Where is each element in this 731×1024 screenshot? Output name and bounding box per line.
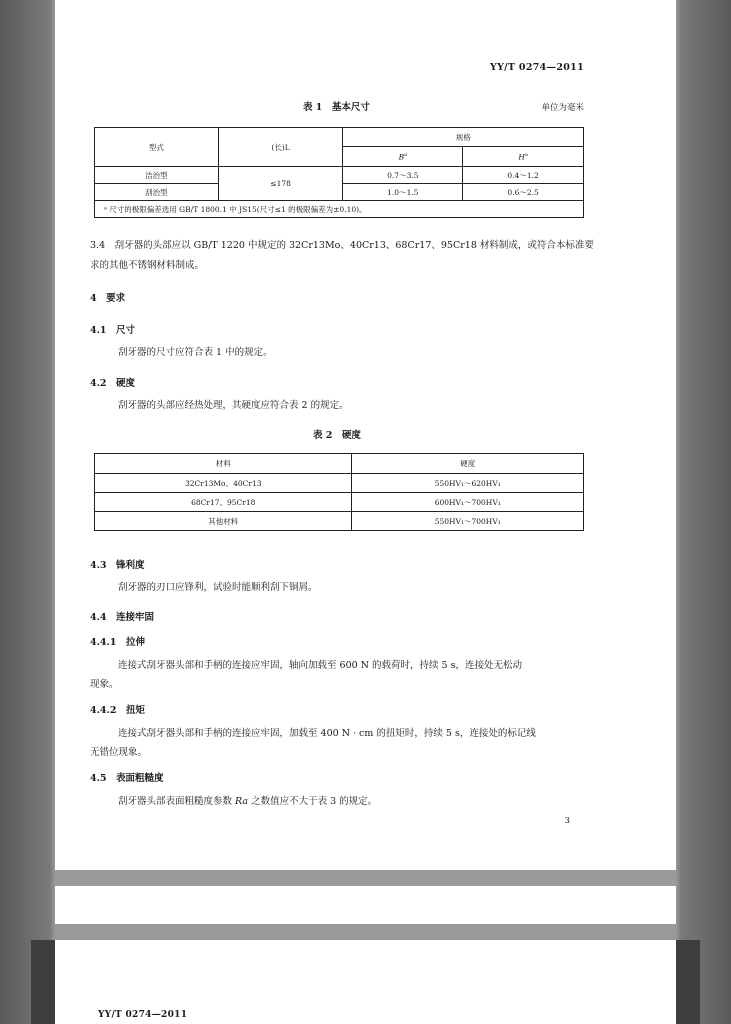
paragraph-4-1: 刮牙器的尺寸应符合表 1 中的规定。	[118, 347, 273, 358]
section-heading-4-1: 4.1 尺寸	[90, 325, 136, 336]
section-heading-4-3: 4.3 锋利度	[90, 560, 145, 571]
section-heading-4-2: 4.2 硬度	[90, 378, 136, 389]
section-heading-4-5: 4.5 表面粗糙度	[90, 773, 164, 784]
next-page-standard-code-header: YY/T 0274—2011	[98, 1010, 188, 1020]
table-row: 洁治型 ≤178 0.7～3.5 0.4～1.2	[95, 167, 584, 184]
table2-hardness	[94, 453, 584, 531]
table2-header-material: 材料	[95, 454, 352, 474]
table1-header-b: $B^a$	[343, 147, 463, 167]
section-heading-4-4-1: 4.4.1 拉伸	[90, 637, 145, 648]
paragraph-4-4-2-line1: 连接式刮牙器头部和手柄的连接应牢固，加载至 400 N · cm 的扭矩时，持续 5 s，连接处的标记线	[118, 728, 536, 739]
standard-code-header: YY/T 0274—2011	[490, 62, 584, 73]
table2-header-hardness: 硬度	[352, 454, 584, 474]
paragraph-3-4: 3.4 刮牙器的头部应以 GB/T 1220 中规定的 32Cr13Mo、40Cr13、68Cr17、95Cr18 材料制成，或符合本标准要求的其他不锈钢材料制成。	[90, 240, 594, 271]
table-row: 68Cr17、95Cr18 600HV₁～700HV₁	[95, 493, 584, 512]
page-number: 3	[564, 816, 570, 826]
table1-footnote: ᵃ 尺寸的极限偏差选用 GB/T 1800.1 中 JS15(尺寸≤1 的极限偏差为±0.10)。	[95, 201, 584, 218]
table1-unit: 单位为毫米	[541, 103, 584, 113]
table-row: 刮治型 1.0～1.5 0.6～2.5	[95, 184, 584, 201]
table1-header-type: 型式	[95, 128, 219, 167]
section-heading-4: 4 要求	[90, 293, 126, 304]
table1-header-length: (长)L	[218, 128, 343, 167]
table1-header-spec: 规格	[343, 128, 584, 147]
table-row: 32Cr13Mo、40Cr13 550HV₁～620HV₁	[95, 474, 584, 493]
paragraph-4-4-1-line1: 连接式刮牙器头部和手柄的连接应牢固，轴向加载至 600 N 的载荷时，持续 5 s，连接处无松动	[118, 660, 522, 671]
table1-caption: 表 1 基本尺寸	[303, 102, 370, 113]
table-row: 其他材料 550HV₁～700HV₁	[95, 512, 584, 531]
table1-header-h: $H^a$	[463, 147, 584, 167]
paragraph-4-4-2-line2: 无错位现象。	[90, 747, 148, 758]
table2-caption: 表 2 硬度	[313, 430, 361, 441]
document-page-3[interactable]	[55, 0, 676, 870]
paragraph-4-4-1-line2: 现象。	[90, 679, 119, 690]
table1-basic-dimensions	[94, 127, 584, 218]
blank-page-strip	[55, 886, 676, 924]
section-heading-4-4: 4.4 连接牢固	[90, 612, 155, 623]
document-page-4[interactable]	[55, 940, 676, 1024]
section-heading-4-4-2: 4.4.2 扭矩	[90, 705, 145, 716]
paragraph-4-3: 刮牙器的刃口应锋利，试验时能顺利刮下铜屑。	[118, 582, 318, 593]
paragraph-4-5: 刮牙器头部表面粗糙度参数 Ra 之数值应不大于表 3 的规定。	[118, 796, 378, 807]
table1-length-value: ≤178	[218, 167, 343, 201]
paragraph-4-2: 刮牙器的头部应经热处理，其硬度应符合表 2 的规定。	[118, 400, 349, 411]
